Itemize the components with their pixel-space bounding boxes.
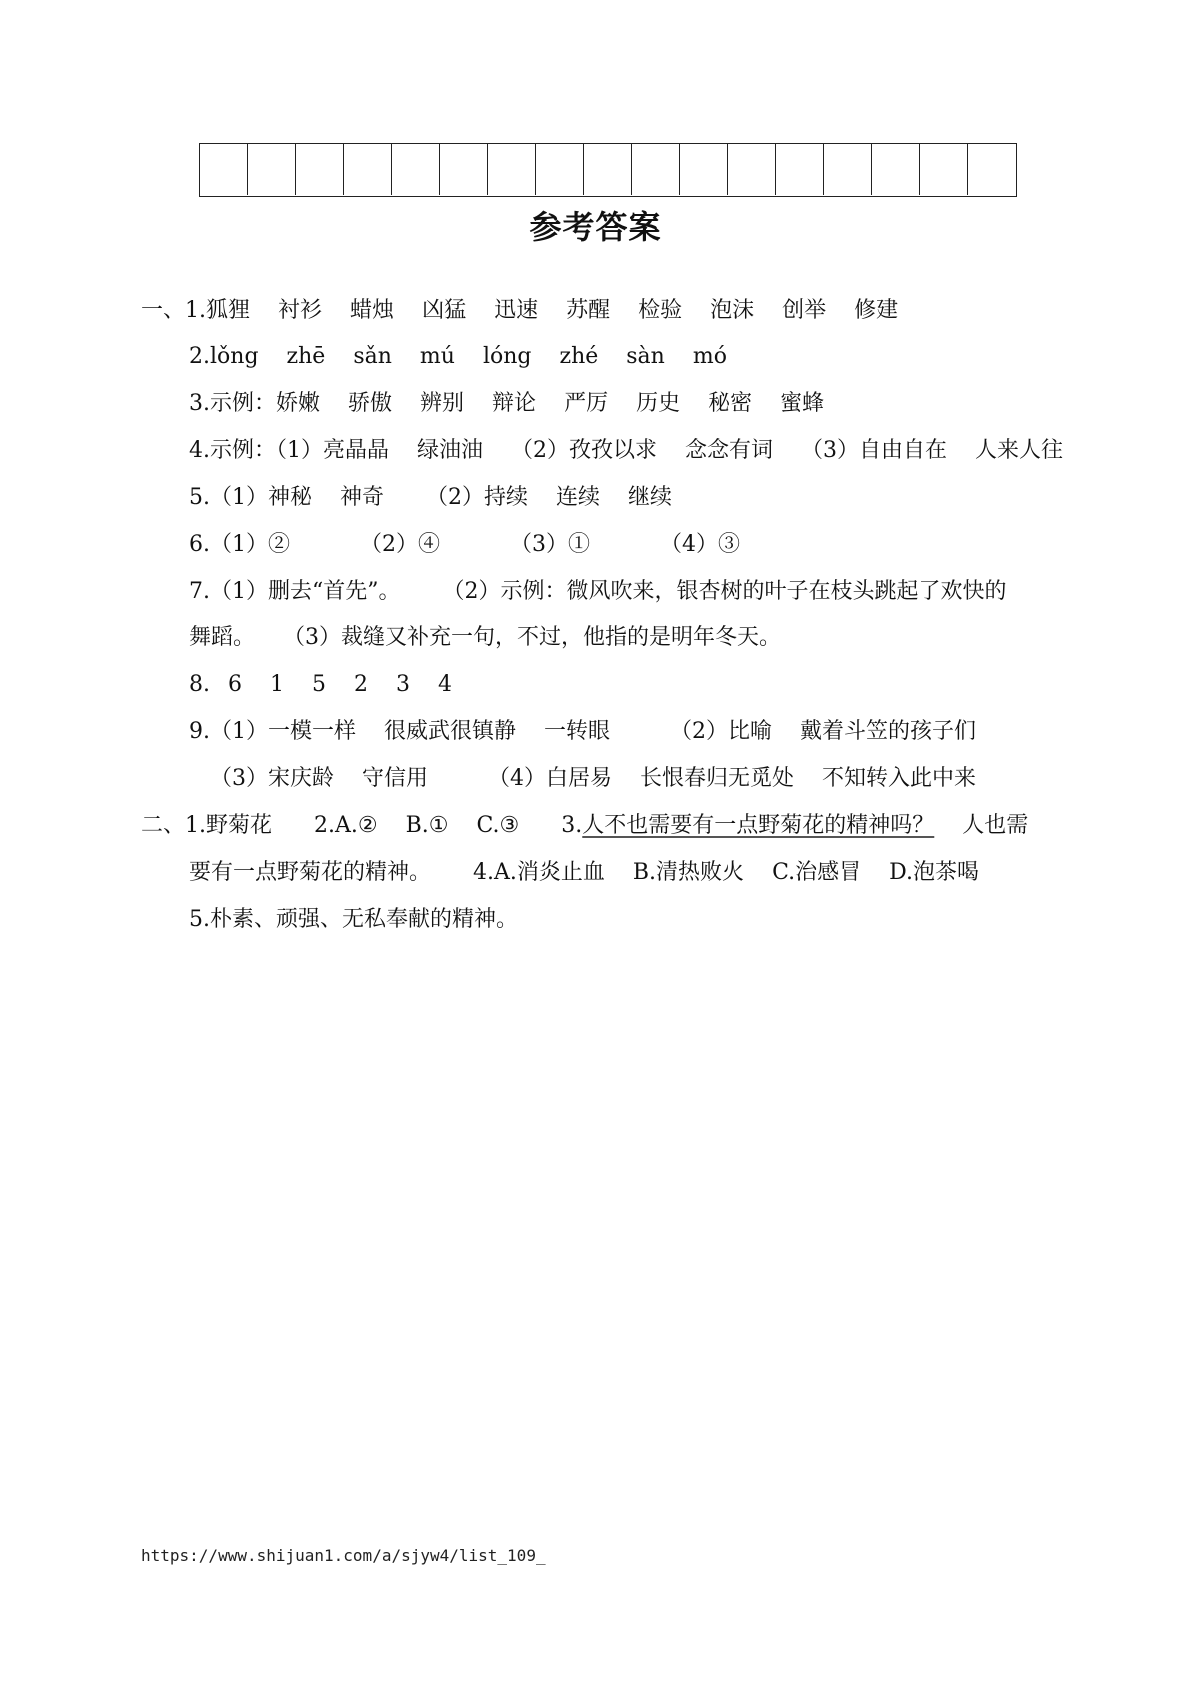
answer-line-2-1 [141,811,1028,841]
grid-cell [824,144,872,195]
grid-cell [920,144,968,195]
pinyin: lóng [482,344,532,369]
answer-part: （3）裁缝又补充一句，不过，他指的是明年冬天。 [283,625,782,650]
question-number: 9. [189,719,210,744]
answer-word: 蜡烛 [350,298,395,323]
grid-cell [296,144,344,195]
question-number: 5. [189,485,210,510]
question-number: 2. [189,344,210,369]
answer-word: 修建 [854,298,899,323]
page-title: 参考答案 [529,208,662,246]
grid-cell [680,144,728,195]
footer-url[interactable]: https://www.shijuan1.com/a/sjyw4/list_109_ [141,1546,546,1565]
answer-part: （1）删去“首先”。 [210,579,401,604]
answer-word: 检验 [638,298,683,323]
pinyin: zhé [559,344,599,369]
underlined-answer: 人不也需要有一点野菊花的精神吗？ [582,813,935,838]
answer-line-1-7b [189,623,781,653]
answer-word: 骄傲 [348,391,393,416]
answer-word: 凶猛 [422,298,467,323]
order-number: 5 [312,672,326,697]
pinyin: mó [692,344,727,369]
order-number: 4 [438,672,452,697]
answer-part: 很威武很镇静 [384,719,517,744]
answer-part: 连续 [556,485,601,510]
grid-cell [488,144,536,195]
answer-part: 守信用 [362,766,429,791]
grid-cell [584,144,632,195]
section-label: 二、 [141,813,186,838]
answer-part: C.治感冒 [772,860,862,885]
answer-line-2-3 [189,905,518,935]
grid-cell [392,144,440,195]
answer-part: 一转眼 [544,719,611,744]
answer-line-1-7 [189,577,1007,607]
answer-part: D.泡茶喝 [889,860,979,885]
grid-cell [536,144,584,195]
grid-cell [776,144,824,195]
answer-word: 泡沫 [710,298,755,323]
answer-part: 念念有词 [685,438,774,463]
pinyin: zhē [286,344,326,369]
answer-part: （1）一模一样 [210,719,356,744]
answer-line-1-5 [189,483,672,513]
answer-part: C.③ [476,813,520,838]
answer-line-1-2 [189,342,727,372]
answer-word: 历史 [636,391,681,416]
answer-word: 创举 [782,298,827,323]
answer-part: 绿油油 [417,438,484,463]
answer-line-2-2 [189,858,979,888]
grid-cell [872,144,920,195]
grid-cell [344,144,392,195]
answer-part: 人来人往 [975,438,1064,463]
question-number: 6. [189,532,210,557]
answer-word: 娇嫩 [276,391,321,416]
grid-cell [728,144,776,195]
answer-word: 迅速 [494,298,539,323]
answer-part: （3）① [510,532,590,557]
grid-cell [440,144,488,195]
answer-part: （2）持续 [426,485,529,510]
answer-part: 1.野菊花 [185,813,273,838]
section-label: 一、 [141,298,186,323]
writing-grid [199,143,1017,197]
answer-word: 秘密 [708,391,753,416]
answer-part: 神奇 [340,485,385,510]
order-number: 1 [270,672,284,697]
answer-part: 2.A.② [314,813,378,838]
answer-part: （2）比喻 [670,719,773,744]
question-number: 4.示例： [189,438,276,463]
answer-line-1-9 [189,717,976,747]
answer-part: （2）示例：微风吹来，银杏树的叶子在枝头跳起了欢快的 [442,579,1007,604]
answer-word: 辩论 [492,391,537,416]
grid-cell [248,144,296,195]
answer-part: B.清热败火 [632,860,745,885]
answer-part: （3）自由自在 [801,438,948,463]
answer-part: （1）② [210,532,290,557]
answer-part: （1）神秘 [210,485,312,510]
answer-line-1-9b [210,764,976,794]
answer-part: 3. [561,813,583,838]
answer-part: （4）③ [660,532,740,557]
answer-part: （4）白居易 [488,766,613,791]
answer-part: 长恨春归无觅处 [640,766,795,791]
answer-line-1-6 [189,530,740,560]
pinyin: sàn [626,344,665,369]
answer-part: （3）宋庆龄 [210,766,334,791]
grid-cell [968,144,1016,195]
answer-part: 4.A.消炎止血 [473,860,605,885]
order-number: 6 [228,672,242,697]
answer-part: 戴着斗笠的孩子们 [800,719,977,744]
answer-part: 舞蹈。 [189,625,256,650]
answer-part: （2）孜孜以求 [511,438,658,463]
answer-part: 要有一点野菊花的精神。 [189,860,432,885]
question-number: 7. [189,579,210,604]
answer-word: 狐狸 [206,298,251,323]
question-number: 8. [189,672,210,697]
answer-part: 不知转入此中来 [822,766,977,791]
answer-word: 衬衫 [278,298,323,323]
answer-word: 苏醒 [566,298,611,323]
question-number: 3.示例： [189,391,276,416]
pinyin: mú [419,344,455,369]
answer-line-1-1 [141,296,898,326]
answer-line-1-3 [189,389,824,419]
grid-cell [632,144,680,195]
order-number: 2 [354,672,368,697]
answer-word: 严厉 [564,391,609,416]
pinyin: lǒng [210,344,259,369]
answer-part: （1）亮晶晶 [276,438,389,463]
answer-word: 辨别 [420,391,465,416]
answer-part: 继续 [628,485,673,510]
answer-part: B.① [405,813,449,838]
answer-line-1-8 [189,670,452,700]
order-number: 3 [396,672,410,697]
answer-part: 人也需 [962,813,1029,838]
grid-cell [200,144,248,195]
answer-part: 5.朴素、顽强、无私奉献的精神。 [189,907,518,932]
pinyin: sǎn [353,344,392,369]
answer-line-1-4 [189,436,1063,466]
answer-part: （2）④ [360,532,440,557]
question-number: 1. [185,298,207,323]
answer-word: 蜜蜂 [780,391,825,416]
